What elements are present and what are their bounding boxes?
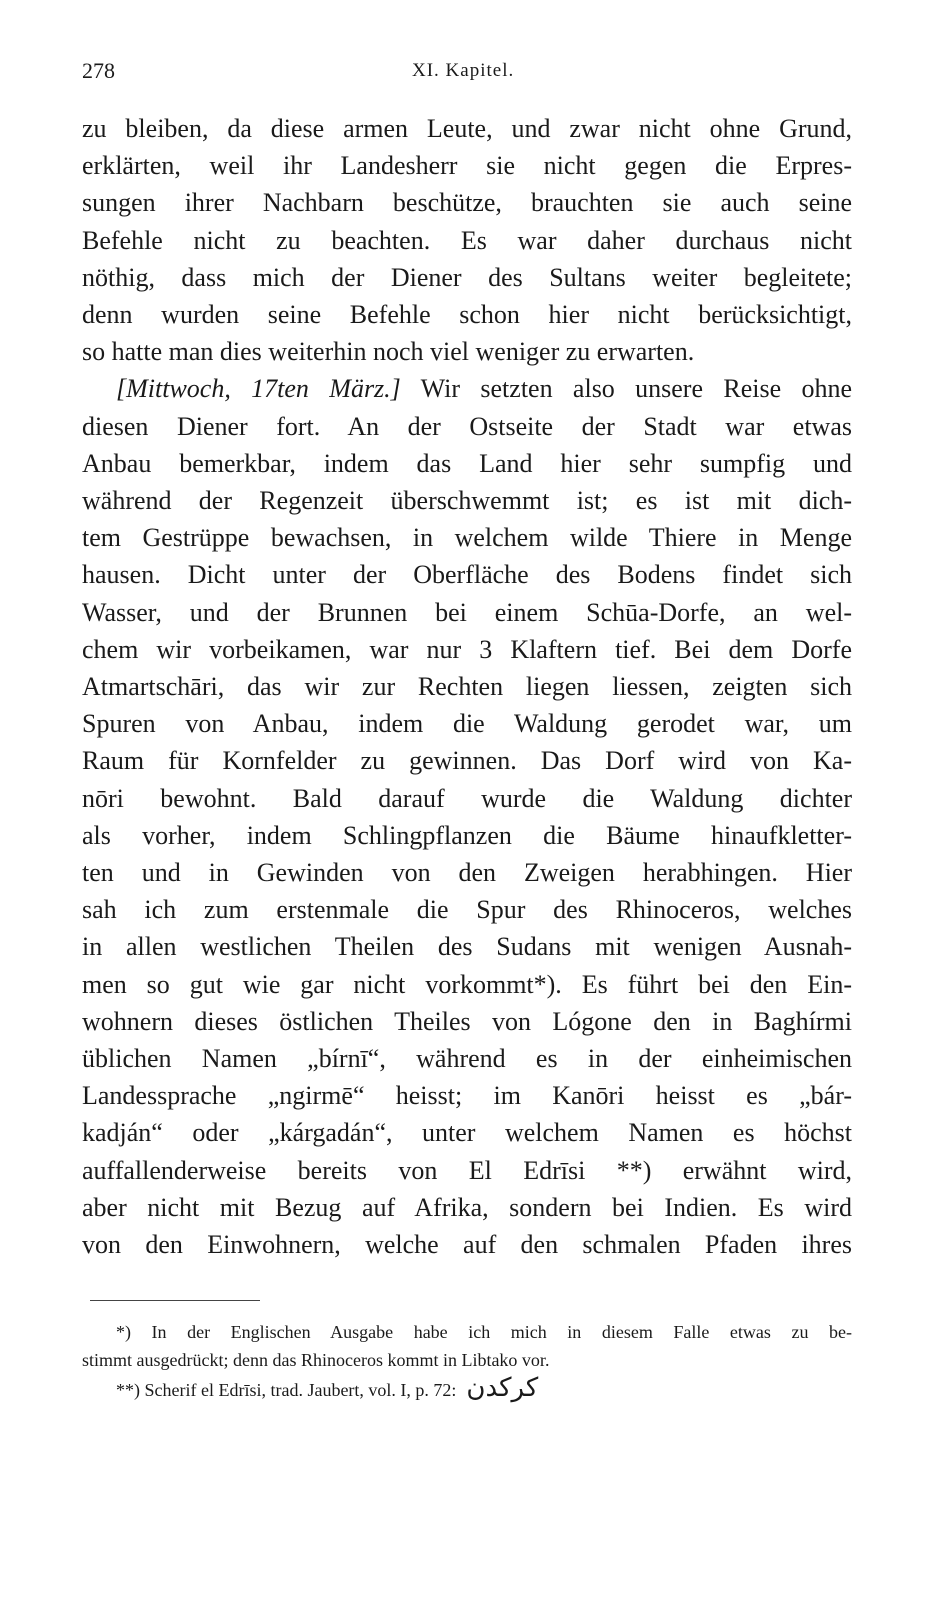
text-line: sungen ihrer Nachbarn beschütze, brauchten sie auch seine — [82, 188, 852, 218]
text-line: Wasser, und der Brunnen bei einem Schūa-Dorfe, an wel- — [82, 597, 852, 627]
text-line: nöthig, dass mich der Diener des Sultans weiter begleitete; — [82, 262, 852, 292]
arabic-word: كركدن — [466, 1373, 539, 1403]
text-line: diesen Diener fort. An der Ostseite der Stadt war etwas — [82, 411, 852, 441]
footnote-2-text: **) Scherif el Edrīsi, trad. Jaubert, vol. I, p. 72: — [116, 1380, 457, 1400]
text-line: Anbau bemerkbar, indem das Land hier sehr sumpfig und — [82, 448, 852, 478]
text-line: von den Einwohnern, welche auf den schmalen Pfaden ihres — [82, 1230, 852, 1260]
text-line-rest: Wir setzten also unsere Reise ohne — [400, 374, 852, 404]
text-line: während der Regenzeit überschwemmt ist; es ist mit dich- — [82, 486, 852, 516]
footnotes — [82, 1318, 852, 1404]
text-line: Spuren von Anbau, indem die Waldung gerodet war, um — [82, 709, 852, 739]
text-line: men so gut wie gar nicht vorkommt*). Es führt bei den Ein- — [82, 969, 852, 999]
page-number: 278 — [82, 58, 115, 83]
text-line: als vorher, indem Schlingpflanzen die Bäume hinaufkletter- — [82, 820, 852, 850]
text-line: kadján“ oder „kárgadán“, unter welchem Namen es höchst — [82, 1118, 852, 1148]
text-line: Befehle nicht zu beachten. Es war daher durchaus nicht — [82, 225, 852, 255]
text-line: Raum für Kornfelder zu gewinnen. Das Dorf wird von Ka- — [82, 746, 852, 776]
text-line: sah ich zum erstenmale die Spur des Rhinoceros, welches — [82, 895, 852, 925]
text-line: so hatte man dies weiterhin noch viel weniger zu erwarten. — [82, 337, 695, 367]
text-line: üblichen Namen „bírnī“, während es in der einheimischen — [82, 1044, 852, 1074]
footnote-1-line: *) In der Englischen Ausgabe habe ich mich in diesem Falle etwas zu be- — [116, 1322, 852, 1342]
body-text — [82, 110, 852, 1263]
text-line: wohnern dieses östlichen Theiles von Lógone den in Baghírmi — [82, 1006, 852, 1036]
footnote-1-line: stimmt ausgedrückt; denn das Rhinoceros kommt in Libtako vor. — [82, 1350, 550, 1370]
text-line: aber nicht mit Bezug auf Afrika, sondern bei Indien. Es wird — [82, 1192, 852, 1222]
text-line: erklärten, weil ihr Landesherr sie nicht gegen die Erpres- — [82, 151, 852, 181]
text-line: zu bleiben, da diese armen Leute, und zwar nicht ohne Grund, — [82, 114, 852, 143]
page-header — [82, 58, 852, 88]
text-line: nōri bewohnt. Bald darauf wurde die Waldung dichter — [82, 783, 852, 813]
text-line: chem wir vorbeikamen, war nur 3 Klaftern tief. Bei dem Dorfe — [82, 634, 852, 664]
text-line: ten und in Gewinden von den Zweigen herabhingen. Hier — [82, 858, 852, 888]
text-line: hausen. Dicht unter der Oberfläche des Bodens findet sich — [82, 560, 852, 590]
text-line: auffallenderweise bereits von El Edrīsi **) erwähnt wird, — [82, 1155, 852, 1185]
text-line: Landessprache „ngirmē“ heisst; im Kanōri heisst es „bár- — [82, 1081, 852, 1111]
footnote-divider — [90, 1300, 260, 1301]
text-line: denn wurden seine Befehle schon hier nicht berücksichtigt, — [82, 300, 852, 330]
date-note: [Mittwoch, 17ten März.] — [116, 374, 401, 404]
chapter-title: XI. Kapitel. — [412, 60, 515, 81]
text-line-date — [82, 370, 852, 407]
text-line: Atmartschāri, das wir zur Rechten liegen liessen, zeigten sich — [82, 672, 852, 702]
text-line: tem Gestrüppe bewachsen, in welchem wilde Thiere in Menge — [82, 523, 852, 553]
footnote-2 — [82, 1374, 852, 1404]
text-line: in allen westlichen Theilen des Sudans mit wenigen Ausnah- — [82, 932, 852, 962]
